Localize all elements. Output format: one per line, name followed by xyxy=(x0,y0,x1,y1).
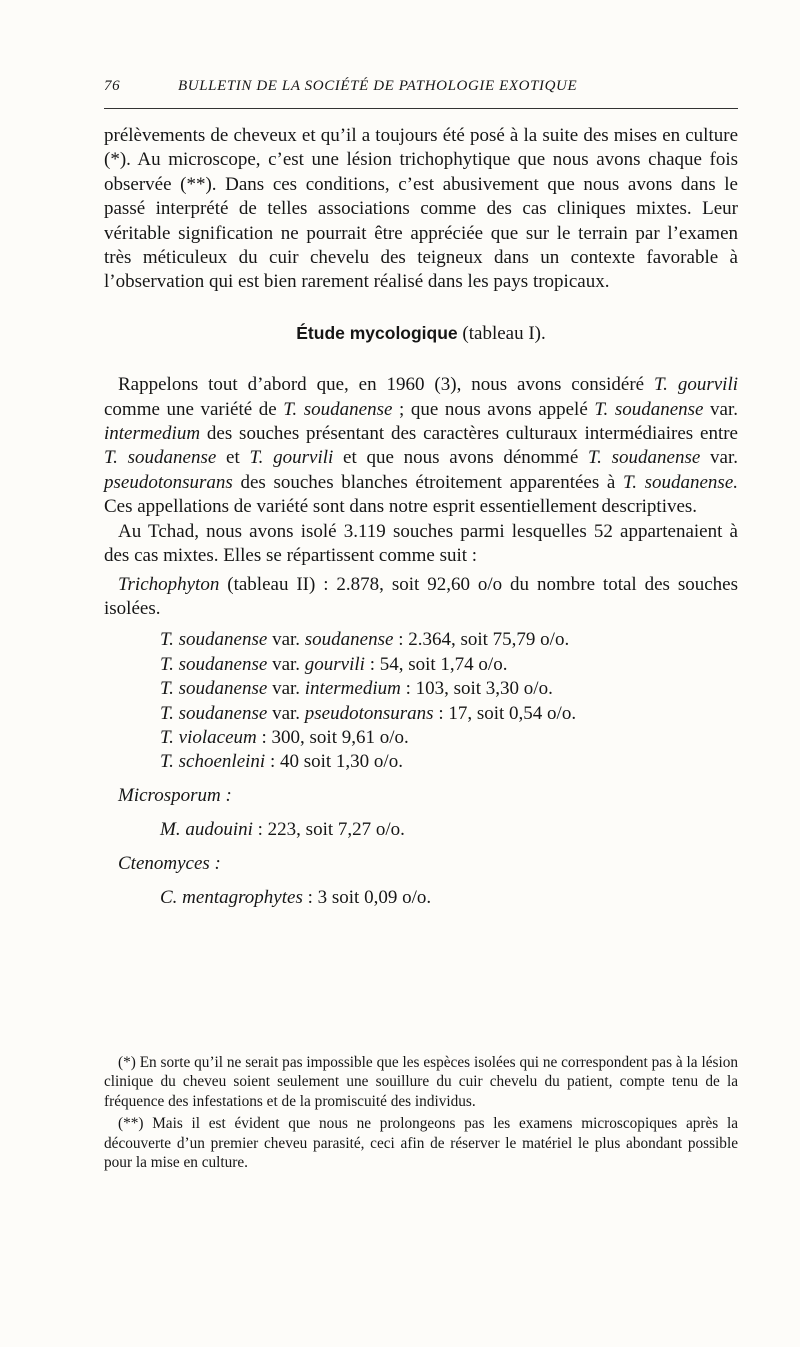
taxon-name: T. soudanense xyxy=(594,398,704,420)
var-label: var. xyxy=(267,629,305,651)
text-run: et que nous avons dénommé xyxy=(333,447,588,469)
var-label: var. xyxy=(267,678,305,700)
taxon-name: T. gourvili xyxy=(249,447,334,469)
text-run: Ces appellations de variété sont dans notre esprit essentiellement descriptives. xyxy=(104,496,698,518)
taxon-name: intermedium xyxy=(104,423,201,445)
list-item xyxy=(104,702,738,726)
section-heading-suffix: (tableau I). xyxy=(462,322,546,344)
variety-name: gourvili xyxy=(304,653,365,675)
list-item xyxy=(104,677,738,701)
paragraph-varieties xyxy=(104,373,738,519)
species-count: : 17, soit 0,54 o/o. xyxy=(433,702,577,724)
genus-name: Trichophyton xyxy=(118,573,220,595)
header-rule xyxy=(104,108,738,109)
species-name: T. soudanense xyxy=(160,702,268,724)
text-run: des souches blanches étroitement apparentées à xyxy=(232,471,624,493)
species-name: T. soudanense xyxy=(160,653,268,675)
taxon-name: T. soudanense xyxy=(104,447,217,469)
footnote-2: (**) Mais il est évident que nous ne prolongeons pas les examens microscopiques après la découverte d’un premier cheveu parasité, ceci afin de réserver le matériel le plus abondant possible pour la mise en culture. xyxy=(104,1115,738,1172)
species-name: C. mentagrophytes xyxy=(160,886,303,908)
species-count: : 3 soit 0,09 o/o. xyxy=(302,886,432,908)
taxon-name: T. gourvili xyxy=(654,374,738,396)
footnote-1: (*) En sorte qu’il ne serait pas impossible que les espèces isolées qui ne correspondent pas à la lésion clinique du cheveu soient seulement une souillure du cuir chevelu du patient, compte tenu de la fréquence des infestations et de la promiscuité des individus. xyxy=(104,1054,738,1110)
species-count: : 103, soit 3,30 o/o. xyxy=(400,678,553,700)
microsporum-genus xyxy=(104,784,738,808)
text-run: Rappelons tout d’abord que, en 1960 (3), nous avons considéré xyxy=(118,374,655,396)
main-text xyxy=(104,124,738,910)
taxon-name: pseudotonsurans xyxy=(104,471,233,493)
text-run: comme une variété de xyxy=(104,398,284,420)
species-count: : 2.364, soit 75,79 o/o. xyxy=(393,629,570,651)
genus-name: Microsporum : xyxy=(118,784,232,806)
list-item xyxy=(104,726,738,750)
section-heading-title: Étude mycologique xyxy=(296,322,458,343)
variety-name: intermedium xyxy=(304,678,401,700)
taxon-name: T. soudanense xyxy=(588,447,701,469)
page-number: 76 xyxy=(104,78,121,94)
text-run: ; que nous avons appelé xyxy=(392,398,595,420)
var-label: var. xyxy=(267,702,305,724)
ctenomyces-species xyxy=(104,886,738,910)
journal-title: BULLETIN DE LA SOCIÉTÉ DE PATHOLOGIE EXOTIQUE xyxy=(178,78,578,94)
taxon-name: T. soudanense xyxy=(283,398,393,420)
species-name: T. schoenleini xyxy=(160,751,266,773)
species-name: T. violaceum xyxy=(160,726,257,748)
species-count: : 54, soit 1,74 o/o. xyxy=(364,653,508,675)
ctenomyces-genus xyxy=(104,852,738,876)
variety-name: soudanense xyxy=(304,629,394,651)
species-count: : 223, soit 7,27 o/o. xyxy=(252,819,405,841)
list-item xyxy=(104,750,738,774)
species-name: M. audouini xyxy=(160,819,253,841)
var-label: var. xyxy=(267,653,305,675)
footnotes xyxy=(104,1053,738,1172)
species-count: : 40 soit 1,30 o/o. xyxy=(265,751,403,773)
text-run: et xyxy=(216,447,250,469)
variety-name: pseudotonsurans xyxy=(304,702,434,724)
text-run: var. xyxy=(700,447,738,469)
list-item xyxy=(104,653,738,677)
list-item xyxy=(104,628,738,652)
genus-summary: (tableau II) : 2.878, soit 92,60 o/o du nombre total des souches isolées. xyxy=(104,573,738,619)
trichophyton-species-list xyxy=(104,628,738,774)
section-heading xyxy=(104,321,738,346)
intro-paragraph: prélèvements de cheveux et qu’il a toujours été posé à la suite des mises en culture (*). Au microscope, c’est une lésion trichophytique que nous avons chaque fois observée (**). Dans ces conditions, c’est abusivement que nous avons dans le passé interprété de telles associations comme des cas cliniques mixtes. Leur véritable signification ne pourrait être appréciée que sur le terrain par l’examen très méticuleux du cuir chevelu des teigneux dans un contexte favorable à l’observation qui est bien rarement réalisé dans les pays tropicaux. xyxy=(104,125,738,293)
text-run: var. xyxy=(703,398,739,420)
species-name: T. soudanense xyxy=(160,629,268,651)
species-count: : 300, soit 9,61 o/o. xyxy=(256,726,409,748)
paragraph-strain-count: Au Tchad, nous avons isolé 3.119 souches parmi lesquelles 52 appartenaient à des cas mixtes. Elles se répartissent comme suit : xyxy=(104,520,738,567)
genus-name: Ctenomyces : xyxy=(118,852,221,874)
text-run: des souches présentant des caractères culturaux intermédiaires entre xyxy=(200,423,738,445)
species-name: T. soudanense xyxy=(160,678,268,700)
microsporum-species xyxy=(104,818,738,842)
taxon-name: T. soudanense. xyxy=(623,471,739,493)
trichophyton-summary xyxy=(104,573,738,622)
